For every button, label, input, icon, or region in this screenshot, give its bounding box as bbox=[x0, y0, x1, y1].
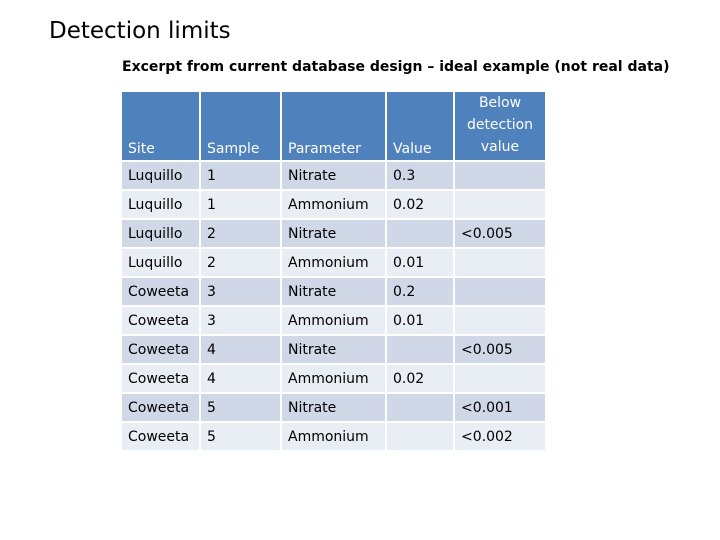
parameter-cell: Nitrate bbox=[282, 220, 385, 247]
value-cell: 0.2 bbox=[387, 278, 453, 305]
below-detection-cell bbox=[455, 278, 545, 305]
table-row bbox=[122, 220, 545, 247]
table-row bbox=[122, 162, 545, 189]
sample-cell: 2 bbox=[201, 249, 280, 276]
sample-cell: 5 bbox=[201, 423, 280, 450]
parameter-cell: Nitrate bbox=[282, 162, 385, 189]
sample-cell: 3 bbox=[201, 307, 280, 334]
below-detection-cell bbox=[455, 365, 545, 392]
site-cell: Coweeta bbox=[122, 307, 199, 334]
site-cell: Luquillo bbox=[122, 191, 199, 218]
value-cell: 0.01 bbox=[387, 249, 453, 276]
sample-cell: 5 bbox=[201, 394, 280, 421]
value-cell bbox=[387, 336, 453, 363]
below-detection-cell: <0.002 bbox=[455, 423, 545, 450]
below-detection-cell: <0.001 bbox=[455, 394, 545, 421]
sample-cell: 1 bbox=[201, 162, 280, 189]
parameter-cell: Nitrate bbox=[282, 394, 385, 421]
value-cell: 0.3 bbox=[387, 162, 453, 189]
below-detection-cell bbox=[455, 249, 545, 276]
parameter-cell: Ammonium bbox=[282, 307, 385, 334]
site-cell: Luquillo bbox=[122, 220, 199, 247]
detection-limits-table bbox=[120, 90, 547, 452]
parameter-cell: Nitrate bbox=[282, 278, 385, 305]
sample-cell: 2 bbox=[201, 220, 280, 247]
parameter-cell: Nitrate bbox=[282, 336, 385, 363]
site-cell: Coweeta bbox=[122, 336, 199, 363]
site-cell: Luquillo bbox=[122, 249, 199, 276]
table-row bbox=[122, 191, 545, 218]
value-cell: 0.02 bbox=[387, 191, 453, 218]
table-body bbox=[122, 162, 545, 450]
page-subtitle: Excerpt from current database design – ideal example (not real data) bbox=[122, 59, 670, 75]
value-cell bbox=[387, 394, 453, 421]
value-cell: 0.02 bbox=[387, 365, 453, 392]
below-detection-cell: <0.005 bbox=[455, 336, 545, 363]
site-cell: Luquillo bbox=[122, 162, 199, 189]
below-detection-cell: <0.005 bbox=[455, 220, 545, 247]
column-header-below-detection-value: Below detection value bbox=[455, 92, 545, 160]
value-cell bbox=[387, 220, 453, 247]
site-cell: Coweeta bbox=[122, 394, 199, 421]
table-row bbox=[122, 423, 545, 450]
parameter-cell: Ammonium bbox=[282, 191, 385, 218]
table-header-row bbox=[122, 92, 545, 160]
parameter-cell: Ammonium bbox=[282, 423, 385, 450]
column-header-parameter: Parameter bbox=[282, 92, 385, 160]
below-detection-cell bbox=[455, 191, 545, 218]
below-detection-cell bbox=[455, 307, 545, 334]
table-row bbox=[122, 365, 545, 392]
parameter-cell: Ammonium bbox=[282, 365, 385, 392]
site-cell: Coweeta bbox=[122, 423, 199, 450]
table-row bbox=[122, 278, 545, 305]
value-cell bbox=[387, 423, 453, 450]
sample-cell: 4 bbox=[201, 336, 280, 363]
site-cell: Coweeta bbox=[122, 365, 199, 392]
table-row bbox=[122, 394, 545, 421]
value-cell: 0.01 bbox=[387, 307, 453, 334]
parameter-cell: Ammonium bbox=[282, 249, 385, 276]
page-title: Detection limits bbox=[49, 18, 231, 44]
below-detection-cell bbox=[455, 162, 545, 189]
sample-cell: 1 bbox=[201, 191, 280, 218]
column-header-value: Value bbox=[387, 92, 453, 160]
table-row bbox=[122, 336, 545, 363]
table-row bbox=[122, 307, 545, 334]
table-row bbox=[122, 249, 545, 276]
column-header-sample: Sample bbox=[201, 92, 280, 160]
site-cell: Coweeta bbox=[122, 278, 199, 305]
sample-cell: 3 bbox=[201, 278, 280, 305]
sample-cell: 4 bbox=[201, 365, 280, 392]
column-header-site: Site bbox=[122, 92, 199, 160]
